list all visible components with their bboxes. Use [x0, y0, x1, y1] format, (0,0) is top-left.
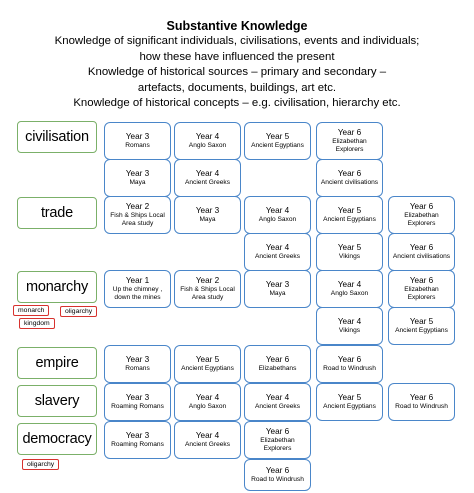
- topic-card: Year 1 Up the chimney , down the mines: [104, 270, 171, 308]
- tag-oligarchy: oligarchy: [22, 459, 59, 470]
- topic-card: Year 3 Roaming Romans: [104, 383, 171, 421]
- topic-card: Year 4 Ancient Greeks: [244, 233, 311, 271]
- topic-card: Year 4 Anglo Saxon: [316, 270, 383, 308]
- tag-monarch: monarch: [13, 305, 49, 316]
- description-line: artefacts, documents, buildings, art etc.: [137, 81, 337, 94]
- topic-card: Year 5 Ancient Egyptians: [388, 307, 455, 345]
- topic-card: Year 5 Ancient Egyptians: [316, 383, 383, 421]
- concept-empire: empire: [17, 347, 97, 379]
- description-line: Knowledge of historical concepts – e.g. civilisation, hierarchy etc.: [73, 97, 401, 109]
- topic-card: Year 3 Maya: [104, 159, 171, 197]
- concept-trade: trade: [17, 197, 97, 229]
- concept-slavery: slavery: [17, 385, 97, 417]
- topic-card: Year 6 Elizabethans: [244, 345, 311, 383]
- description-line: Knowledge of historical sources – primary and secondary –: [87, 66, 387, 78]
- topic-card: Year 5 Ancient Egyptians: [316, 196, 383, 234]
- topic-card: Year 6 Elizabethan Explorers: [244, 421, 311, 459]
- topic-card: Year 4 Anglo Saxon: [174, 122, 241, 160]
- topic-card: Year 3 Romans: [104, 345, 171, 383]
- header: [0, 18, 474, 112]
- topic-card: Year 5 Vikings: [316, 233, 383, 271]
- topic-card: Year 6 Road to Windrush: [244, 459, 311, 491]
- topic-card: Year 4 Ancient Greeks: [244, 383, 311, 421]
- topic-card: Year 3 Romans: [104, 122, 171, 160]
- tag-oligarchy: oligarchy: [60, 306, 97, 317]
- topic-card: Year 3 Maya: [244, 270, 311, 308]
- concept-monarchy: monarchy: [17, 271, 97, 303]
- topic-card: Year 4 Anglo Saxon: [174, 383, 241, 421]
- topic-card: Year 4 Ancient Greeks: [174, 159, 241, 197]
- tag-kingdom: kingdom: [19, 318, 55, 329]
- topic-card: Year 6 Ancient civilisations: [316, 159, 383, 197]
- topic-card: Year 5 Ancient Egyptians: [244, 122, 311, 160]
- topic-card: Year 6 Road to Windrush: [388, 383, 455, 421]
- topic-card: Year 3 Maya: [174, 196, 241, 234]
- topic-card: Year 2 Fish & Ships Local Area study: [174, 270, 241, 308]
- topic-card: Year 2 Fish & Ships Local Area study: [104, 196, 171, 234]
- topic-card: Year 6 Road to Windrush: [316, 345, 383, 383]
- topic-card: Year 4 Vikings: [316, 307, 383, 345]
- description-line: Knowledge of significant individuals, civilisations, events and individuals;: [54, 35, 420, 47]
- topic-card: Year 6 Elizabethan Explorers: [388, 196, 455, 234]
- page-title: Substantive Knowledge: [166, 19, 308, 33]
- concept-civilisation: civilisation: [17, 121, 97, 153]
- topic-card: Year 3 Roaming Romans: [104, 421, 171, 459]
- topic-card: Year 6 Elizabethan Explorers: [316, 122, 383, 160]
- topic-card: Year 6 Ancient civilisations: [388, 233, 455, 271]
- description-line: how these have influenced the present: [139, 50, 335, 63]
- topic-card: Year 5 Ancient Egyptians: [174, 345, 241, 383]
- topic-card: Year 4 Ancient Greeks: [174, 421, 241, 459]
- concept-democracy: democracy: [17, 423, 97, 455]
- topic-card: Year 6 Elizabethan Explorers: [388, 270, 455, 308]
- topic-card: Year 4 Anglo Saxon: [244, 196, 311, 234]
